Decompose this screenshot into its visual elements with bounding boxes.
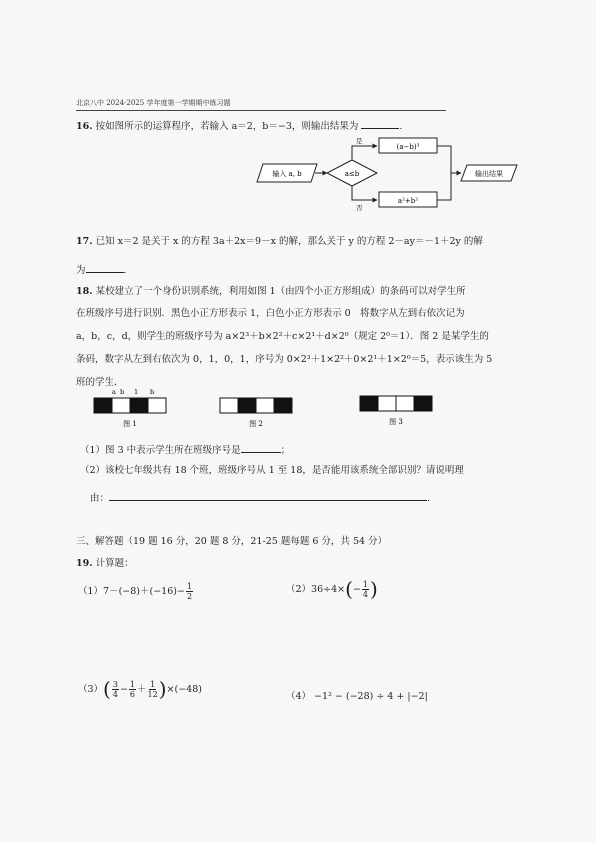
q17-line1: 已知 x＝2 是关于 x 的方程 3a＋2x＝9－x 的解，那么关于 y 的方程 2－ay＝－1＋2y 的解 <box>95 236 483 247</box>
q19-part-3: （3） ( $\frac{3}{4}$ − $\frac{1}{6}$ ＋ $\frac{1}{12}$ ) ×(−48) <box>78 677 202 701</box>
figure-2 <box>218 386 296 430</box>
figure-1 <box>92 386 170 430</box>
q18-sub1-blank[interactable] <box>241 442 281 453</box>
question-18-line-1: 18. 某校建立了一个身份识别系统，利用如图 1（由四个小正方形组成）的条码可以对学生所 <box>76 286 466 297</box>
flow-input-label: 输入 a, b <box>272 170 302 178</box>
svg-text:a²+b²: a²+b² <box>397 197 419 205</box>
q19-p2-expr: 36÷4× <box>311 584 346 595</box>
q18-number: 18. <box>76 286 93 297</box>
q17-line2: 为 . <box>76 262 127 277</box>
q19-p2-fraction: $\frac{1}{4}$ <box>362 580 368 599</box>
q18-sub2-line2: 由： . <box>90 490 430 505</box>
q16-flowchart <box>255 132 545 218</box>
q19-part-1: （1） 7－(−8)＋(−16)− $\frac{1}{2}$ <box>78 582 193 601</box>
question-17 <box>76 235 483 248</box>
question-18-line-3: a，b，c，d，则学生的班级序号为 a×2³＋b×2²＋c×2¹＋d×2⁰（规定 2⁰＝1）．图 2 是某学生的 <box>76 331 489 342</box>
fig1-label-c: 1 <box>134 388 139 396</box>
flow-output-label: 输出结果 <box>475 170 503 178</box>
q16-number: 16. <box>76 121 93 132</box>
q19-part-2: （2） 36÷4× ( − $\frac{1}{4}$ ) <box>286 577 378 601</box>
question-16: 16. 按如图所示的运算程序，若输入 a＝2，b＝−3，则输出结果为 . <box>76 118 402 133</box>
q19-p3-tail: ×(−48) <box>166 684 202 695</box>
fig1-square-3 <box>130 398 148 413</box>
q19-title: 计算题： <box>95 558 134 569</box>
q17-answer-blank[interactable] <box>86 262 124 273</box>
flow-yes-label: 是 <box>356 137 363 145</box>
question-19 <box>76 557 134 570</box>
fig3-square-1 <box>360 396 378 411</box>
fig2-square-4 <box>274 398 292 413</box>
fig2-square-1 <box>220 398 238 413</box>
flow-no-label: 否 <box>356 204 363 212</box>
q17-number: 17. <box>76 236 93 247</box>
q19-p1-expr: 7－(−8)＋(−16)− <box>103 586 185 597</box>
fig3-square-3 <box>396 396 414 411</box>
question-18-line-2: 在班级序号进行识别．黑色小正方形表示 1，白色小正方形表示 0 将数字从左到右依次记为 <box>76 308 465 319</box>
section-3-title: 三、解答题（19 题 16 分，20 题 8 分，21-25 题每题 6 分，共 54 分） <box>76 536 388 547</box>
fig1-square-4 <box>148 398 166 413</box>
fig1-square-1 <box>94 398 112 413</box>
figure-3 <box>358 384 436 428</box>
fig3-square-2 <box>378 396 396 411</box>
fig3-square-4 <box>414 396 432 411</box>
q18-sub1: （1）图 3 中表示学生所在班级序号是 ； <box>80 442 290 457</box>
fig2-square-2 <box>238 398 256 413</box>
fig3-caption: 图 3 <box>389 418 403 426</box>
flow-condition-label: a≤b <box>344 170 360 178</box>
fig1-label-d: b <box>150 388 155 396</box>
q19-p1-fraction: $\frac{1}{2}$ <box>186 582 193 601</box>
q16-text: 按如图所示的运算程序，若输入 a＝2，b＝−3，则输出结果为 <box>95 121 359 132</box>
q18-sub2-line1: （2）该校七年级共有 18 个班，班级序号从 1 至 18，是否能用该系统全部识别？请说明理 <box>80 465 464 476</box>
q19-number: 19. <box>76 558 93 569</box>
q19-p3-fraction-3: $\frac{1}{12}$ <box>147 680 158 699</box>
q19-p3-fraction-2: $\frac{1}{6}$ <box>129 680 136 699</box>
q19-p4-expr: −1² − (−28) ÷ 4 + |−2| <box>314 691 428 702</box>
fig1-label-b: b <box>120 388 125 396</box>
q18-sub2-blank[interactable] <box>109 490 427 501</box>
page-header: 北京八中 2024-2025 学年度第一学期期中练习题 <box>76 99 231 107</box>
question-18-line-5: 班的学生． <box>76 377 124 388</box>
fig2-square-3 <box>256 398 274 413</box>
question-18-line-4: 条码，数字从左到右依次为 0，1，0，1，序号为 0×2³＋1×2²＋0×2¹＋1×2⁰＝5，表示该生为 5 <box>76 354 493 365</box>
fig1-caption: 图 1 <box>123 420 137 428</box>
q19-p3-fraction-1: $\frac{3}{4}$ <box>112 680 118 699</box>
q16-answer-blank[interactable] <box>361 118 399 129</box>
header-rule <box>76 110 446 111</box>
q19-part-4: （4） −1² − (−28) ÷ 4 + |−2| <box>286 691 428 702</box>
fig1-label-a: a <box>112 388 116 396</box>
svg-text:(a−b)³: (a−b)³ <box>396 143 420 151</box>
fig1-square-2 <box>112 398 130 413</box>
fig2-caption: 图 2 <box>249 420 263 428</box>
